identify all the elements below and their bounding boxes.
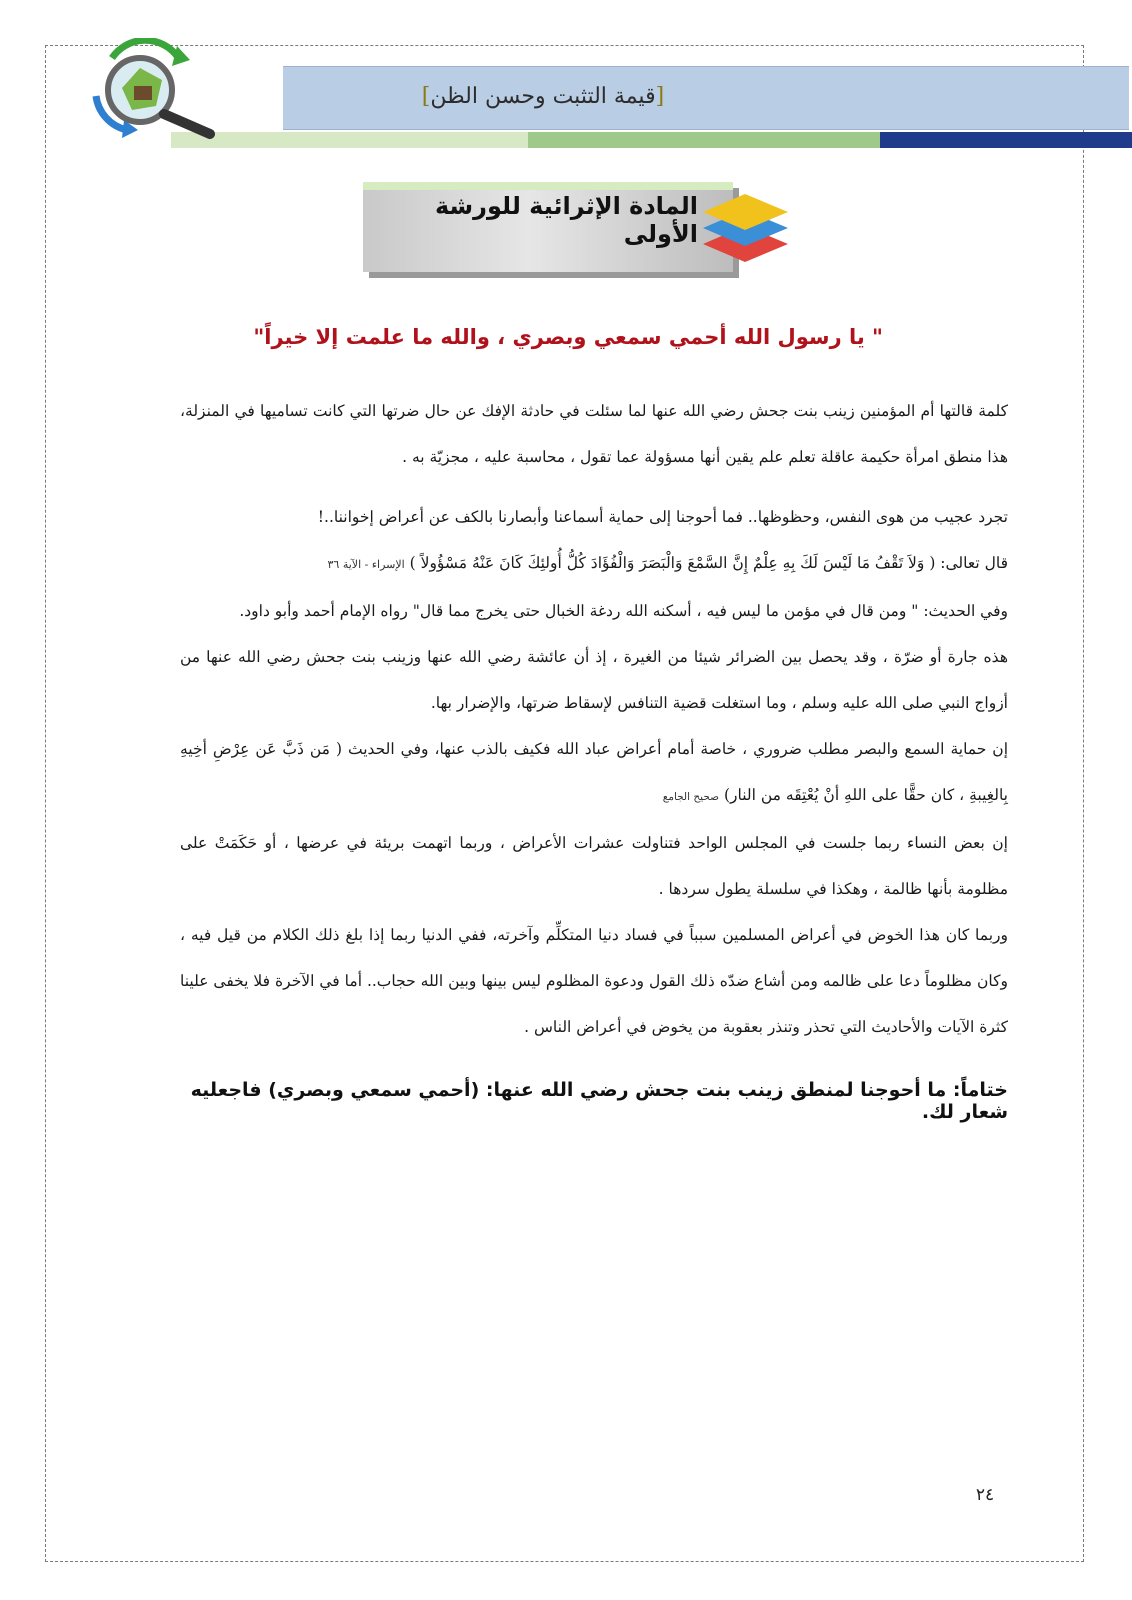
women-paragraph: إن بعض النساء ربما جلست في المجلس الواحد فتناولت عشرات الأعراض ، وربما اتهمت بريئة في عرضها ، أو حَكَمَتْ على مظلومة بأنها ظالمة ، وهكذا في سلسلة يطول سردها . [180,834,1008,898]
verse-text: قال تعالى: ( وَلاَ تَقْفُ مَا لَيْسَ لَكَ بِهِ عِلْمٌ إِنَّ السَّمْعَ وَالْبَصَرَ وَالْفُؤَادَ كُلُّ أُولئِكَ كَانَ عَنْهُ مَسْؤُولاً ) [409,554,1008,572]
main-body [180,494,1008,1050]
verse-line [180,540,1008,588]
protect-source: صحيح الجامع [662,791,720,803]
banner-title: المادة الإثرائية للورشة الأولى [435,192,698,248]
page-number: ٢٤ [975,1485,995,1505]
intro-paragraph [180,388,1008,480]
conclusion: ختاماً: ما أحوجنا لمنطق زينب بنت جحش رضي الله عنها: (أحمي سمعي وبصري) فاجعليه شعار لك. [190,1079,1008,1123]
hadith-line: وفي الحديث: " ومن قال في مؤمن ما ليس فيه ، أسكنه الله ردغة الخبال حتى يخرج مما قال" رواه الإمام أحمد وأبو داود. [239,602,1008,620]
intro-line-2: المنزلة، هذا منطق امرأة حكيمة عاقلة تعلم علم يقين أنها مسؤولة عما تقول ، محاسبة عليه ، مجزيّة به . [180,402,1008,466]
intro-line-1: كلمة قالتها أم المؤمنين زينب بنت جحش رضي الله عنها لما سئلت في حادثة الإفك عن حال ضرتها التي كانت تساميها في [234,402,1008,420]
header-rule-navy [880,132,1132,148]
protect-text: إن حماية السمع والبصر مطلب ضروري ، خاصة أمام أعراض عباد الله فكيف بالذب عنها، وفي الحديث ( مَن ذَبَّ عَن عِرْضِ أخِيهِ بِالغِيبةِ ، كان حقًّا على اللهِ أنْ يُعْتِقَه من النار) [180,740,1008,804]
line-strip: تجرد عجيب من هوى النفس، وحظوظها.. فما أحوجنا إلى حماية أسماعنا وأبصارنا بالكف عن أعراض إخواننا..! [317,508,1008,526]
header-title-text: قيمة التثبت وحسن الظن [430,84,656,109]
magnifier-logo-icon [82,38,224,140]
header-rule-green [528,132,880,148]
verse-source: الإسراء - الآية ٣٦ [327,558,405,571]
header-bracket-open: [ [655,84,665,109]
stacked-layers-icon [698,182,793,274]
header-rule-light-green [171,132,528,148]
jealousy-paragraph: هذه جارة أو ضرّة ، وقد يحصل بين الضرائر شيئا من الغيرة ، إذ أن عائشة رضي الله عنها وزينب بنت جحش رضي الله عنها من أزواج النبي صلى الله عليه وسلم ، وما استغلت قضية التنافس لإسقاط ضرتها، والإضرار بها. [180,648,1008,712]
protect-paragraph [180,726,1008,820]
header-bracket-close: ] [421,84,431,109]
highlight-quote: " يا رسول الله أحمي سمعي وبصري ، والله ما علمت إلا خيراً" [253,325,883,349]
section-banner [363,182,793,277]
header-title [283,66,803,128]
world-paragraph: وربما كان هذا الخوض في أعراض المسلمين سبباً في فساد دنيا المتكلِّم وآخرته، ففي الدنيا ربما إذا بلغ ذلك الكلام من قيل فيه ، وكان مظلوماً دعا على ظالمه ومن أشاع ضدّه ذلك القول ودعوة المظلوم ليس بينها وبين الله حجاب.. أما في الآخرة فلا يخفى علينا كثرة الآيات والأحاديث التي تحذر وتنذر بعقوبة من يخوض في أعراض الناس . [180,926,1008,1036]
